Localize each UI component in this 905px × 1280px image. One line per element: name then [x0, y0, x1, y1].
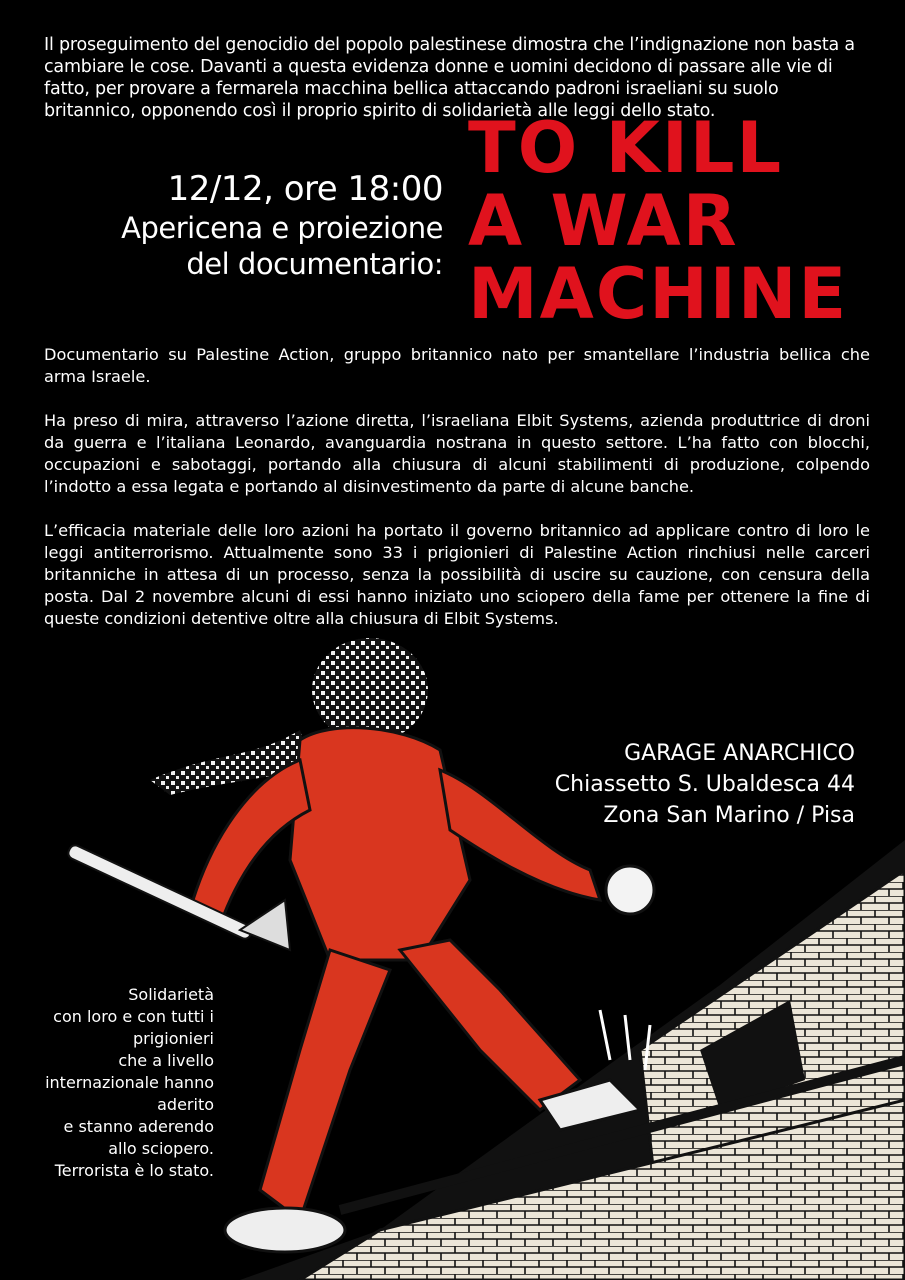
venue-street: Chiassetto S. Ubaldesca 44: [554, 772, 855, 797]
solidarity-message: [22, 984, 214, 1182]
event-datetime: 12/12, ore 18:00: [167, 169, 443, 209]
keffiyeh-head: [312, 638, 428, 742]
fist-icon: [606, 866, 654, 914]
solidarity-line: allo sciopero.: [108, 1139, 214, 1158]
right-leg: [400, 940, 580, 1110]
event-info: [121, 168, 443, 282]
title-line-1: TO KILL: [468, 107, 784, 189]
event-line-1: Apericena e proiezione: [121, 211, 443, 245]
venue-zone: Zona San Marino / Pisa: [603, 803, 855, 828]
body-text: [44, 344, 870, 652]
solidarity-line: e stanno aderendo: [63, 1117, 214, 1136]
paragraph-3: L’efficacia materiale delle loro azioni ha portato il governo britannico ad applicare contro di loro le leggi antiterrorismo. Attualmente sono 33 i prigionieri di Palestine Action rinchiusi nelle carceri britanniche in attesa di un processo, senza la possibilità di uscire su cauzione, con censura della posta. Dal 2 novembre alcuni di essi hanno iniziato uno sciopero della fame per ottenere la fine di queste condizioni detentive oltre alla chiusura di Elbit Systems.: [44, 521, 870, 628]
solidarity-line: con loro e con tutti i: [53, 1007, 214, 1026]
solidarity-line: che a livello: [118, 1051, 214, 1070]
solidarity-line: prigionieri: [132, 1029, 214, 1048]
left-shoe: [225, 1208, 345, 1252]
event-line-2: del documentario:: [186, 247, 443, 281]
hammer-head: [240, 900, 290, 950]
torso: [290, 728, 470, 960]
solidarity-line: Terrorista è lo stato.: [54, 1161, 214, 1180]
venue-address: [555, 738, 855, 831]
venue-name: GARAGE ANARCHICO: [624, 741, 855, 766]
solidarity-line: aderito: [157, 1095, 214, 1114]
solidarity-line: internazionale hanno: [45, 1073, 214, 1092]
left-leg: [260, 950, 390, 1220]
solidarity-line: Solidarietà: [128, 985, 214, 1004]
paragraph-2: Ha preso di mira, attraverso l’azione diretta, l’israeliana Elbit Systems, azienda produttrice di droni da guerra e l’italiana Leonardo, avanguardia nostrana in questo settore. L’ha fatto con blocchi, occupazioni e sabotaggi, portando alla chiusura di alcuni stabilimenti di produzione, colpendo l’indotto a essa legata e portando al disinvestimento da parte di alcune banche.: [44, 411, 870, 496]
title-line-3: MACHINE: [468, 253, 849, 335]
title-line-2: A WAR: [468, 180, 739, 262]
intro-text: Il proseguimento del genocidio del popolo palestinese dimostra che l’indignazione non basta a cambiare le cose. Davanti a questa evidenza donne e uomini decidono di passare alle vie di fatto, per provare a fermarela macchina bellica attaccando padroni israeliani su suolo britannico, opponendo così il proprio spirito di solidarietà alle leggi dello stato.: [44, 35, 855, 121]
activist-illustration: [0, 630, 905, 1280]
paragraph-1: Documentario su Palestine Action, gruppo britannico nato per smantellare l’industria bellica che arma Israele.: [44, 345, 870, 386]
poster-title: [468, 107, 849, 335]
